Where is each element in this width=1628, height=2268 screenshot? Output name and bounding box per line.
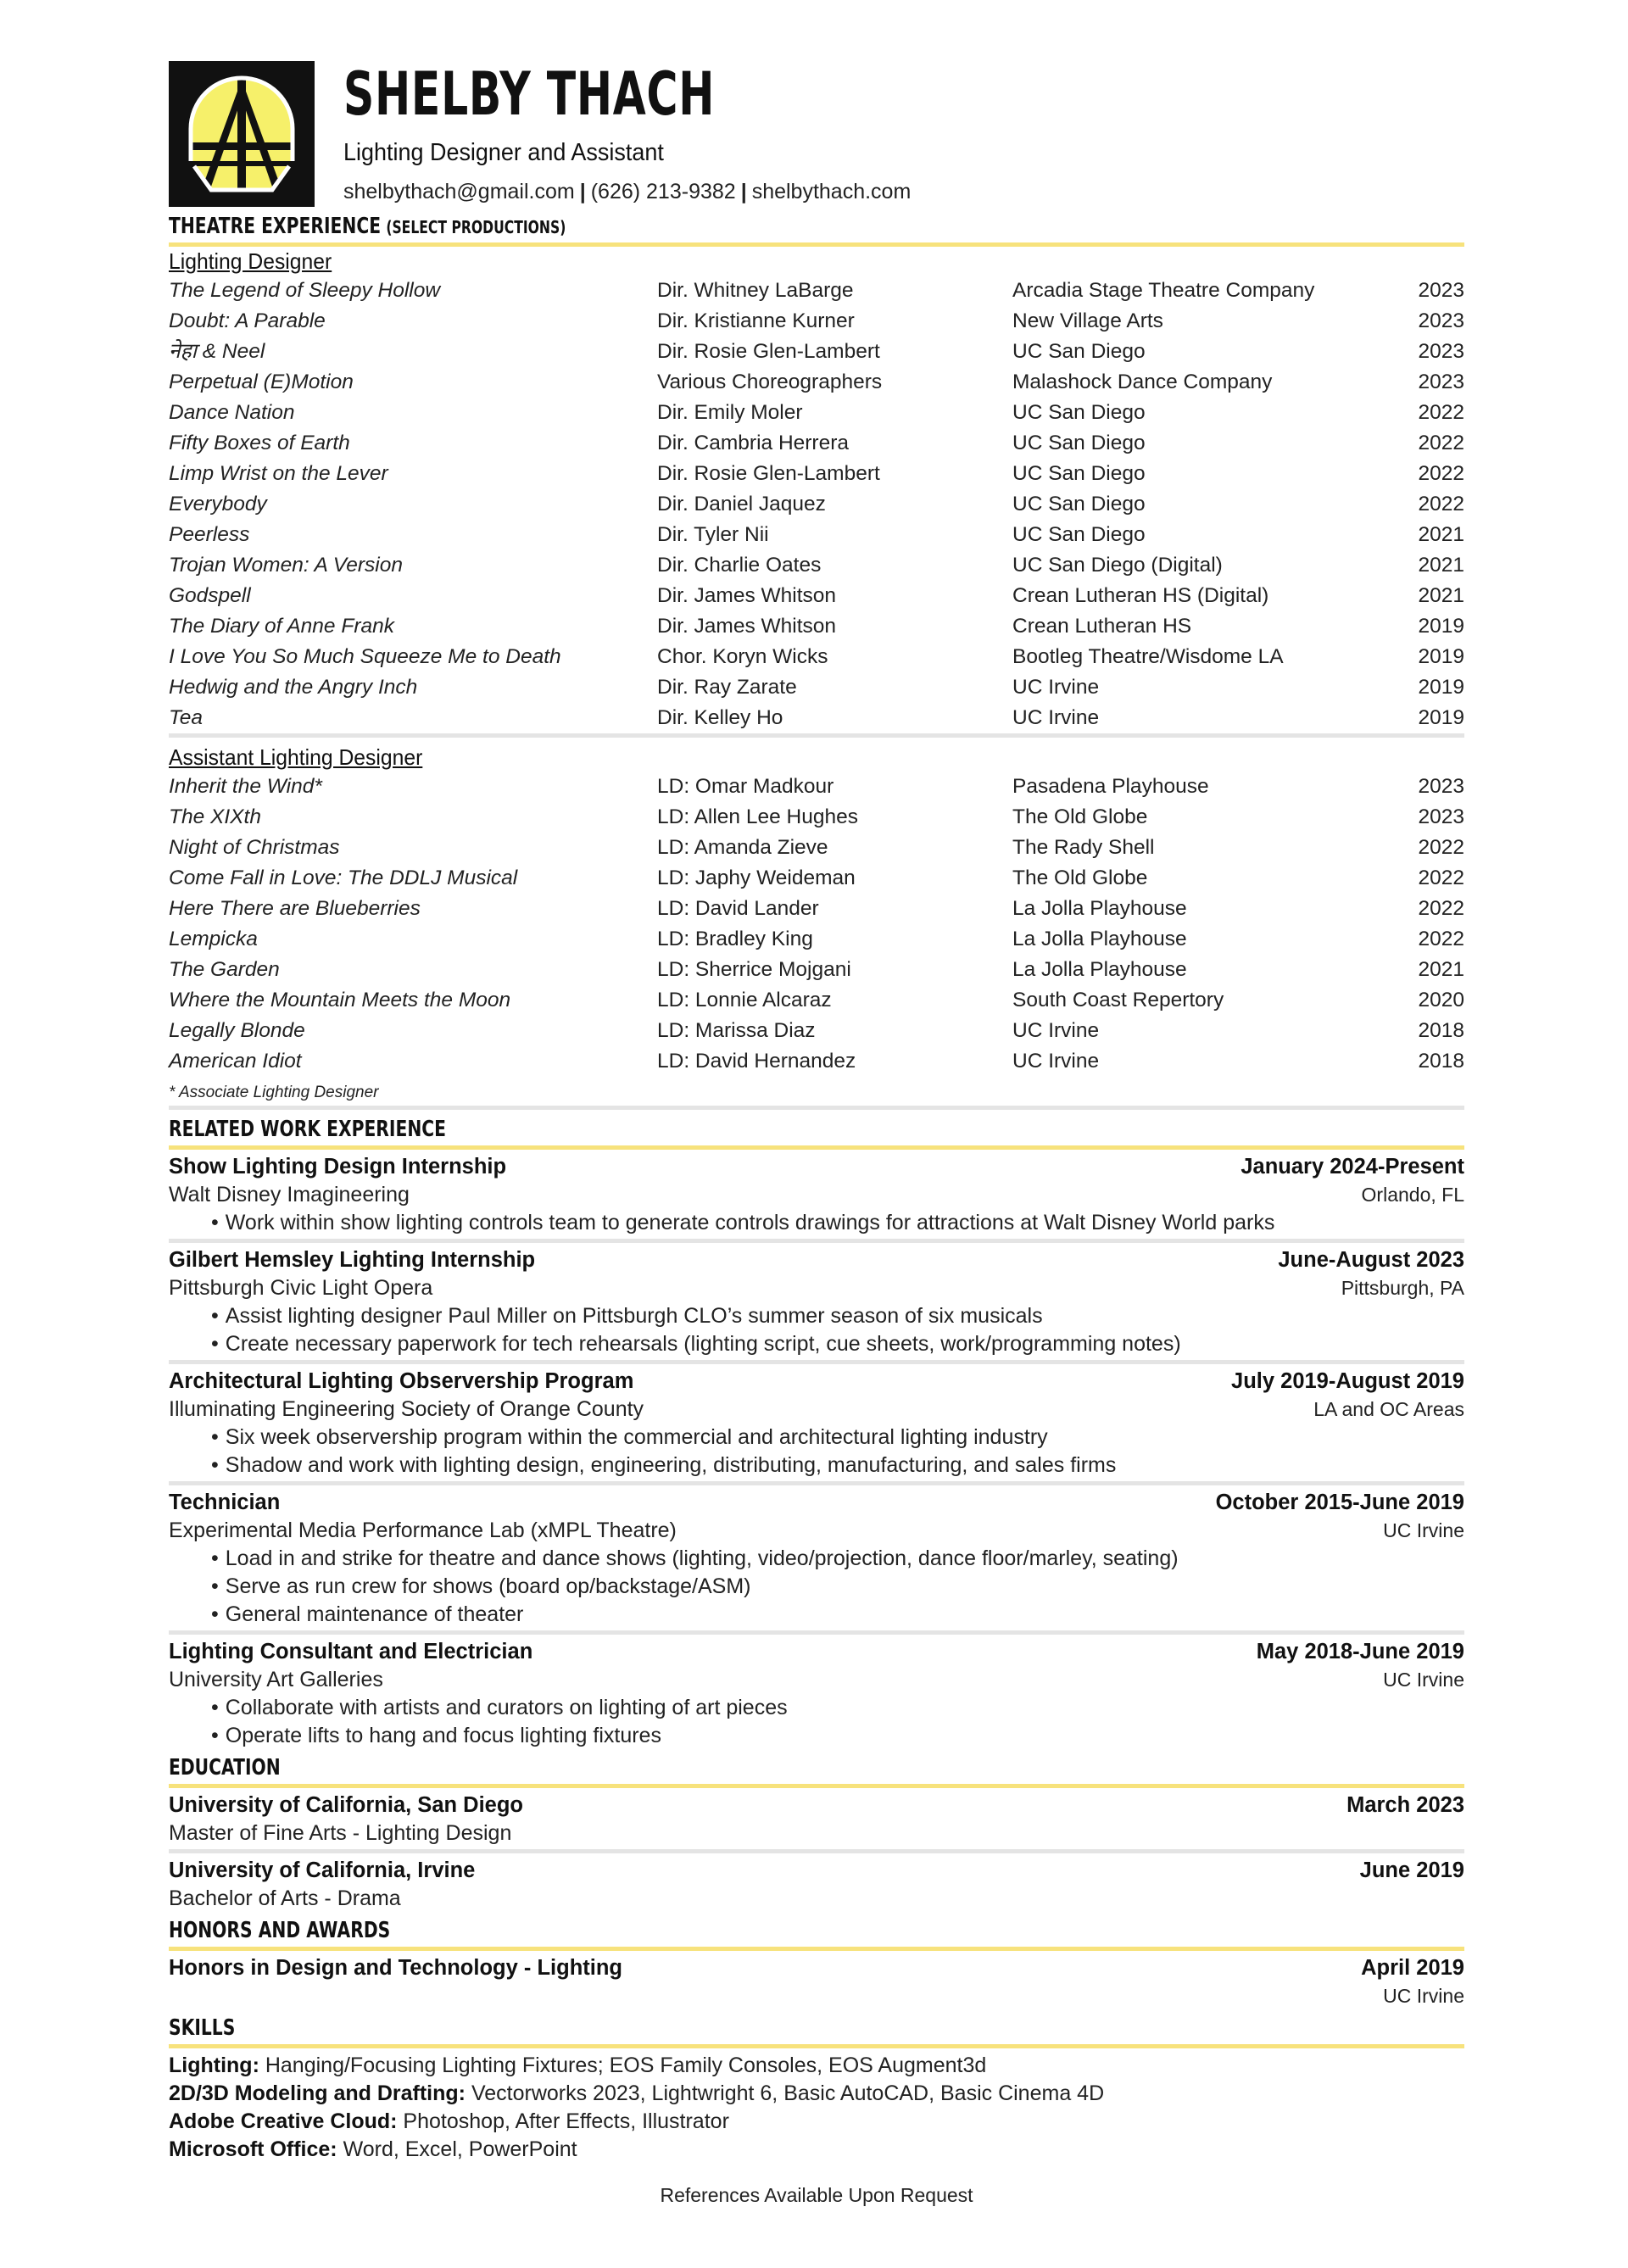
production-director: LD: Bradley King bbox=[657, 928, 813, 950]
resume-header bbox=[169, 61, 1464, 212]
degree: Master of Fine Arts - Lighting Design bbox=[169, 1821, 512, 1845]
production-year: 2019 bbox=[1418, 676, 1464, 699]
work-list bbox=[169, 1150, 1464, 1750]
table-row bbox=[169, 306, 1464, 337]
resume-page bbox=[169, 61, 1464, 2207]
production-director: Dir. Rosie Glen-Lambert bbox=[657, 340, 880, 363]
production-venue: UC San Diego bbox=[1012, 401, 1146, 424]
production-title: Fifty Boxes of Earth bbox=[169, 432, 350, 454]
job-title: Show Lighting Design Internship bbox=[169, 1155, 507, 1179]
table-row bbox=[169, 772, 1464, 802]
job-bullet: • Operate lifts to hang and focus lighting fixtures bbox=[169, 1722, 1464, 1750]
section-note: (SELECT PRODUCTIONS) bbox=[386, 217, 566, 237]
job-entry bbox=[169, 1364, 1464, 1479]
section-title: HONORS AND AWARDS bbox=[169, 1918, 391, 1943]
honor-header bbox=[169, 1954, 1464, 1982]
job-header bbox=[169, 1153, 1464, 1181]
job-subheader bbox=[169, 1181, 1464, 1209]
education-date: June 2019 bbox=[1359, 1858, 1464, 1882]
job-bullet: • General maintenance of theater bbox=[169, 1601, 1464, 1629]
job-date: June-August 2023 bbox=[1278, 1248, 1464, 1272]
table-row bbox=[169, 611, 1464, 642]
job-bullet: • Six week observership program within the commercial and architectural lighting industry bbox=[169, 1424, 1464, 1452]
production-year: 2020 bbox=[1418, 989, 1464, 1011]
production-venue: UC Irvine bbox=[1012, 676, 1100, 699]
table-row bbox=[169, 985, 1464, 1016]
production-year: 2022 bbox=[1418, 867, 1464, 889]
production-director: Dir. Cambria Herrera bbox=[657, 432, 849, 454]
references-note: References Available Upon Request bbox=[660, 2184, 973, 2206]
candidate-subtitle: Lighting Designer and Assistant bbox=[343, 139, 664, 166]
production-year: 2019 bbox=[1418, 706, 1464, 729]
table-row bbox=[169, 1016, 1464, 1046]
job-bullet: • Assist lighting designer Paul Miller on Pittsburgh CLO’s summer season of six musicals bbox=[169, 1302, 1464, 1330]
skill-row bbox=[169, 2136, 1464, 2164]
job-location: UC Irvine bbox=[1383, 1519, 1464, 1541]
production-venue: Pasadena Playhouse bbox=[1012, 775, 1209, 798]
table-row bbox=[169, 894, 1464, 924]
production-year: 2022 bbox=[1418, 493, 1464, 515]
theatre-section-heading bbox=[169, 212, 1464, 242]
production-director: Various Choreographers bbox=[657, 371, 883, 393]
job-date: July 2019-August 2019 bbox=[1231, 1369, 1464, 1393]
production-year: 2022 bbox=[1418, 462, 1464, 485]
job-organization: Pittsburgh Civic Light Opera bbox=[169, 1276, 433, 1300]
job-header bbox=[169, 1246, 1464, 1274]
production-title: नेहा & Neel bbox=[169, 340, 265, 363]
table-row bbox=[169, 1046, 1464, 1077]
table-row bbox=[169, 550, 1464, 581]
job-date: January 2024-Present bbox=[1241, 1155, 1464, 1179]
honors-list bbox=[169, 1951, 1464, 2010]
honor-date: April 2019 bbox=[1361, 1956, 1464, 1980]
education-section-heading bbox=[169, 1750, 1464, 1784]
production-year: 2023 bbox=[1418, 371, 1464, 393]
production-title: The XIXth bbox=[169, 805, 261, 828]
production-director: Dir. Charlie Oates bbox=[657, 554, 822, 577]
production-director: Dir. Whitney LaBarge bbox=[657, 279, 854, 302]
table-row bbox=[169, 703, 1464, 733]
production-year: 2021 bbox=[1418, 584, 1464, 607]
job-date: October 2015-June 2019 bbox=[1215, 1491, 1464, 1514]
production-director: Dir. Ray Zarate bbox=[657, 676, 797, 699]
production-venue: South Coast Repertory bbox=[1012, 989, 1224, 1011]
job-organization: University Art Galleries bbox=[169, 1668, 383, 1691]
job-location: UC Irvine bbox=[1383, 1669, 1464, 1691]
production-director: Dir. Kristianne Kurner bbox=[657, 309, 855, 332]
job-title: Gilbert Hemsley Lighting Internship bbox=[169, 1248, 536, 1272]
production-year: 2022 bbox=[1418, 432, 1464, 454]
production-title: The Diary of Anne Frank bbox=[169, 615, 394, 638]
section-title: THEATRE EXPERIENCE bbox=[169, 214, 382, 239]
skill-row bbox=[169, 2052, 1464, 2080]
production-year: 2023 bbox=[1418, 775, 1464, 798]
production-year: 2023 bbox=[1418, 340, 1464, 363]
production-title: Dance Nation bbox=[169, 401, 295, 424]
production-venue: La Jolla Playhouse bbox=[1012, 897, 1187, 920]
production-venue: The Old Globe bbox=[1012, 867, 1148, 889]
production-director: LD: Omar Madkour bbox=[657, 775, 834, 798]
job-header bbox=[169, 1638, 1464, 1666]
education-degree-row bbox=[169, 1819, 1464, 1847]
table-row bbox=[169, 642, 1464, 672]
contact-line bbox=[343, 180, 911, 204]
production-title: Come Fall in Love: The DDLJ Musical bbox=[169, 867, 518, 889]
production-title: The Garden bbox=[169, 958, 280, 981]
honor-location-row bbox=[169, 1982, 1464, 2010]
production-title: Everybody bbox=[169, 493, 267, 515]
honor-entry bbox=[169, 1951, 1464, 2010]
job-bullet: • Shadow and work with lighting design, engineering, distributing, manufacturing, and sales firms bbox=[169, 1452, 1464, 1479]
table-row bbox=[169, 276, 1464, 306]
job-bullet: • Load in and strike for theatre and dance shows (lighting, video/projection, dance floor/marley, seating) bbox=[169, 1545, 1464, 1573]
table-row bbox=[169, 863, 1464, 894]
production-title: Tea bbox=[169, 706, 203, 729]
job-title: Technician bbox=[169, 1491, 281, 1514]
production-venue: The Old Globe bbox=[1012, 805, 1148, 828]
job-subheader bbox=[169, 1274, 1464, 1302]
production-venue: UC Irvine bbox=[1012, 706, 1100, 729]
work-section-heading bbox=[169, 1110, 1464, 1145]
production-year: 2018 bbox=[1418, 1019, 1464, 1042]
job-organization: Illuminating Engineering Society of Orange County bbox=[169, 1397, 644, 1421]
school-name: University of California, San Diego bbox=[169, 1793, 523, 1817]
education-date: March 2023 bbox=[1346, 1793, 1464, 1817]
job-organization: Walt Disney Imagineering bbox=[169, 1183, 410, 1206]
honors-section-heading bbox=[169, 1913, 1464, 1947]
production-director: Dir. Daniel Jaquez bbox=[657, 493, 826, 515]
job-entry bbox=[169, 1635, 1464, 1750]
production-year: 2022 bbox=[1418, 401, 1464, 424]
table-row bbox=[169, 955, 1464, 985]
job-bullet: • Collaborate with artists and curators on lighting of art pieces bbox=[169, 1694, 1464, 1722]
production-title: The Legend of Sleepy Hollow bbox=[169, 279, 441, 302]
job-location: LA and OC Areas bbox=[1313, 1398, 1464, 1420]
assistant-subheading: Assistant Lighting Designer bbox=[169, 744, 423, 770]
job-entry bbox=[169, 1485, 1464, 1629]
contact-phone[interactable]: (626) 213-9382 bbox=[590, 180, 736, 203]
table-row bbox=[169, 581, 1464, 611]
production-year: 2023 bbox=[1418, 309, 1464, 332]
skill-label: 2D/3D Modeling and Drafting: bbox=[169, 2081, 466, 2105]
production-director: LD: David Hernandez bbox=[657, 1050, 856, 1073]
table-row bbox=[169, 459, 1464, 489]
table-row bbox=[169, 802, 1464, 833]
production-venue: La Jolla Playhouse bbox=[1012, 928, 1187, 950]
footnote: * Associate Lighting Designer bbox=[169, 1084, 379, 1101]
skill-value: Word, Excel, PowerPoint bbox=[337, 2137, 577, 2161]
production-title: Legally Blonde bbox=[169, 1019, 305, 1042]
skill-value: Hanging/Focusing Lighting Fixtures; EOS Family Consoles, EOS Augment3d bbox=[259, 2053, 987, 2077]
production-title: American Idiot bbox=[169, 1050, 302, 1073]
production-director: LD: Sherrice Mojgani bbox=[657, 958, 851, 981]
skill-row bbox=[169, 2108, 1464, 2136]
production-director: Dir. Kelley Ho bbox=[657, 706, 783, 729]
production-year: 2023 bbox=[1418, 805, 1464, 828]
contact-separator: | bbox=[740, 180, 747, 203]
school-name: University of California, Irvine bbox=[169, 1858, 476, 1882]
production-year: 2022 bbox=[1418, 836, 1464, 859]
production-year: 2022 bbox=[1418, 897, 1464, 920]
production-year: 2019 bbox=[1418, 615, 1464, 638]
production-director: Dir. James Whitson bbox=[657, 584, 837, 607]
honor-location: UC Irvine bbox=[1383, 1985, 1464, 2007]
education-entry bbox=[169, 1788, 1464, 1847]
section-divider bbox=[169, 733, 1464, 738]
production-title: Perpetual (E)Motion bbox=[169, 371, 354, 393]
section-title: EDUCATION bbox=[169, 1755, 281, 1780]
production-venue: UC San Diego bbox=[1012, 432, 1146, 454]
production-venue: Bootleg Theatre/Wisdome LA bbox=[1012, 645, 1284, 668]
table-row bbox=[169, 924, 1464, 955]
production-venue: Crean Lutheran HS bbox=[1012, 615, 1192, 638]
table-row bbox=[169, 367, 1464, 398]
candidate-name: SHELBY THACH bbox=[343, 59, 716, 129]
job-location: Orlando, FL bbox=[1361, 1184, 1464, 1206]
production-venue: Arcadia Stage Theatre Company bbox=[1012, 279, 1315, 302]
table-row bbox=[169, 833, 1464, 863]
lighting-designer-subheading: Lighting Designer bbox=[169, 248, 332, 274]
contact-separator: | bbox=[579, 180, 586, 203]
production-director: LD: Allen Lee Hughes bbox=[657, 805, 858, 828]
production-title: Lempicka bbox=[169, 928, 258, 950]
honor-title: Honors in Design and Technology - Lighting bbox=[169, 1956, 623, 1980]
skill-value: Photoshop, After Effects, Illustrator bbox=[397, 2109, 729, 2133]
assistant-designer-list bbox=[169, 772, 1464, 1077]
table-row bbox=[169, 489, 1464, 520]
skill-label: Lighting: bbox=[169, 2053, 259, 2077]
skill-row bbox=[169, 2080, 1464, 2108]
production-year: 2019 bbox=[1418, 645, 1464, 668]
production-title: Limp Wrist on the Lever bbox=[169, 462, 388, 485]
production-venue: La Jolla Playhouse bbox=[1012, 958, 1187, 981]
job-subheader bbox=[169, 1517, 1464, 1545]
production-year: 2022 bbox=[1418, 928, 1464, 950]
production-venue: UC Irvine bbox=[1012, 1019, 1100, 1042]
table-row bbox=[169, 428, 1464, 459]
job-bullet: • Work within show lighting controls team to generate controls drawings for attractions at Walt Disney World parks bbox=[169, 1209, 1464, 1237]
lighting-designer-list bbox=[169, 276, 1464, 733]
section-title: RELATED WORK EXPERIENCE bbox=[169, 1117, 447, 1142]
job-header bbox=[169, 1489, 1464, 1517]
production-venue: New Village Arts bbox=[1012, 309, 1163, 332]
skills-list bbox=[169, 2048, 1464, 2164]
skill-label: Adobe Creative Cloud: bbox=[169, 2109, 398, 2133]
production-title: Where the Mountain Meets the Moon bbox=[169, 989, 511, 1011]
production-director: Dir. James Whitson bbox=[657, 615, 837, 638]
job-bullet: • Create necessary paperwork for tech rehearsals (lighting script, cue sheets, work/programming notes) bbox=[169, 1330, 1464, 1358]
production-title: I Love You So Much Squeeze Me to Death bbox=[169, 645, 561, 668]
degree: Bachelor of Arts - Drama bbox=[169, 1886, 401, 1910]
production-venue: UC San Diego bbox=[1012, 493, 1146, 515]
job-subheader bbox=[169, 1666, 1464, 1694]
production-venue: UC San Diego (Digital) bbox=[1012, 554, 1223, 577]
logo-icon bbox=[169, 61, 315, 207]
production-director: LD: David Lander bbox=[657, 897, 819, 920]
production-venue: UC San Diego bbox=[1012, 462, 1146, 485]
production-title: Inherit the Wind* bbox=[169, 775, 322, 798]
contact-website[interactable]: shelbythach.com bbox=[751, 180, 912, 203]
production-title: Trojan Women: A Version bbox=[169, 554, 403, 577]
job-organization: Experimental Media Performance Lab (xMPL Theatre) bbox=[169, 1519, 677, 1542]
job-title: Architectural Lighting Observership Program bbox=[169, 1369, 634, 1393]
job-entry bbox=[169, 1243, 1464, 1358]
production-director: LD: Amanda Zieve bbox=[657, 836, 828, 859]
production-director: Chor. Koryn Wicks bbox=[657, 645, 828, 668]
job-bullet: • Serve as run crew for shows (board op/backstage/ASM) bbox=[169, 1573, 1464, 1601]
table-row bbox=[169, 337, 1464, 367]
skill-value: Vectorworks 2023, Lightwright 6, Basic AutoCAD, Basic Cinema 4D bbox=[466, 2081, 1105, 2105]
job-title: Lighting Consultant and Electrician bbox=[169, 1640, 533, 1663]
production-venue: UC San Diego bbox=[1012, 340, 1146, 363]
section-title: SKILLS bbox=[169, 2015, 236, 2041]
production-year: 2023 bbox=[1418, 279, 1464, 302]
production-venue: UC Irvine bbox=[1012, 1050, 1100, 1073]
production-year: 2021 bbox=[1418, 958, 1464, 981]
production-year: 2021 bbox=[1418, 554, 1464, 577]
production-title: Hedwig and the Angry Inch bbox=[169, 676, 418, 699]
production-director: LD: Lonnie Alcaraz bbox=[657, 989, 832, 1011]
education-entry bbox=[169, 1853, 1464, 1913]
production-director: Dir. Emily Moler bbox=[657, 401, 803, 424]
production-director: LD: Japhy Weideman bbox=[657, 867, 856, 889]
table-row bbox=[169, 520, 1464, 550]
production-director: LD: Marissa Diaz bbox=[657, 1019, 816, 1042]
skills-section-heading bbox=[169, 2010, 1464, 2044]
production-venue: The Rady Shell bbox=[1012, 836, 1155, 859]
job-header bbox=[169, 1368, 1464, 1396]
production-title: Godspell bbox=[169, 584, 251, 607]
job-location: Pittsburgh, PA bbox=[1341, 1277, 1464, 1299]
education-degree-row bbox=[169, 1885, 1464, 1913]
production-venue: Crean Lutheran HS (Digital) bbox=[1012, 584, 1269, 607]
production-title: Here There are Blueberries bbox=[169, 897, 421, 920]
job-subheader bbox=[169, 1396, 1464, 1424]
production-title: Night of Christmas bbox=[169, 836, 340, 859]
education-header bbox=[169, 1857, 1464, 1885]
production-year: 2021 bbox=[1418, 523, 1464, 546]
education-header bbox=[169, 1792, 1464, 1819]
production-venue: Malashock Dance Company bbox=[1012, 371, 1273, 393]
production-venue: UC San Diego bbox=[1012, 523, 1146, 546]
table-row bbox=[169, 672, 1464, 703]
job-entry bbox=[169, 1150, 1464, 1237]
production-title: Doubt: A Parable bbox=[169, 309, 326, 332]
contact-email[interactable]: shelbythach@gmail.com bbox=[343, 180, 575, 203]
skill-label: Microsoft Office: bbox=[169, 2137, 337, 2161]
education-list bbox=[169, 1788, 1464, 1913]
job-date: May 2018-June 2019 bbox=[1256, 1640, 1464, 1663]
production-title: Peerless bbox=[169, 523, 250, 546]
production-year: 2018 bbox=[1418, 1050, 1464, 1073]
table-row bbox=[169, 398, 1464, 428]
production-director: Dir. Tyler Nii bbox=[657, 523, 769, 546]
production-director: Dir. Rosie Glen-Lambert bbox=[657, 462, 880, 485]
